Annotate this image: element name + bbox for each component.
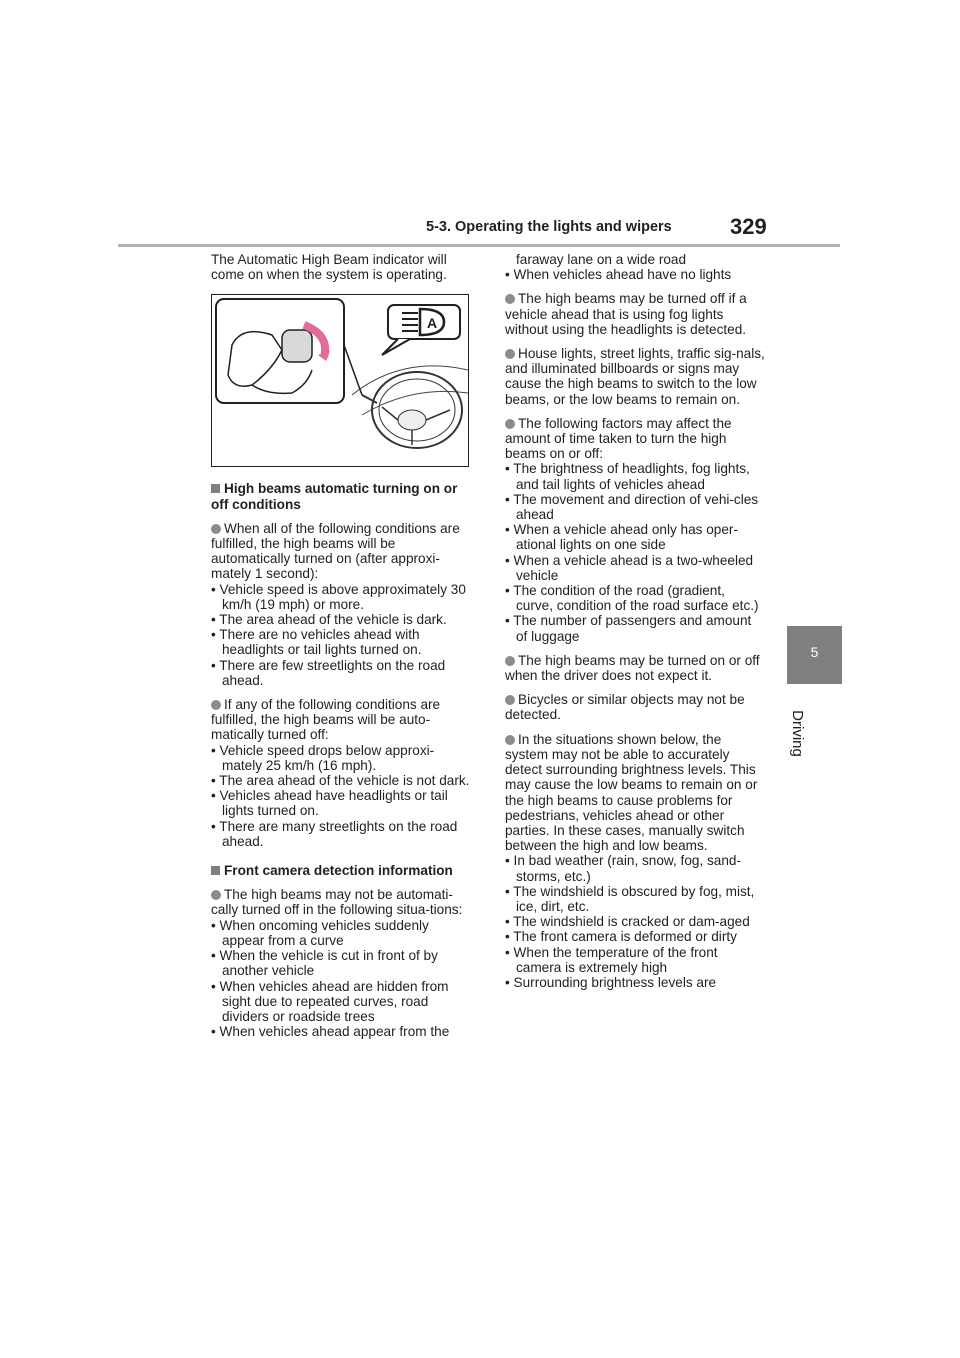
- list-item: • When a vehicle ahead only has oper-ational lights on one side: [505, 522, 738, 553]
- list-item: • Vehicles ahead have headlights or tail lights turned on.: [211, 788, 448, 819]
- subheading-auto-conditions: High beams automatic turning on or off conditions: [211, 481, 458, 512]
- chapter-tab[interactable]: [787, 626, 842, 684]
- square-bullet-icon: [211, 484, 220, 493]
- intro-paragraph: The Automatic High Beam indicator will come on when the system is operating.: [211, 252, 447, 283]
- list-item: • When oncoming vehicles suddenly appear from a curve: [211, 917, 429, 948]
- list-item: • There are many streetlights on the road ahead.: [211, 818, 458, 849]
- indicator-letter: A: [427, 315, 438, 332]
- list-item: • The windshield is obscured by fog, mist, ice, dirt, etc.: [505, 883, 755, 914]
- continued-text: faraway lane on a wide road: [516, 252, 687, 267]
- circle-bullet-icon: [505, 656, 515, 666]
- circle-bullet-icon: [211, 700, 221, 710]
- bullet-not-turned-off: The high beams may not be automati-cally turned off in the following situa-tions: • When oncoming vehicles suddenly appear from a curve • When the vehicle is cut in front of by another vehicle • When vehicles ahead are hidden from sight due to repeated curves, road dividers or roadside trees • When vehicles ahead appear from the: [211, 887, 471, 1039]
- list-item: • Vehicle speed drops below approxi-mately 25 km/h (16 mph).: [211, 742, 435, 773]
- circle-bullet-icon: [505, 349, 515, 359]
- list-item: • The number of passengers and amount of luggage: [505, 613, 752, 644]
- circle-bullet-icon: [505, 695, 515, 705]
- list-item: • In bad weather (rain, snow, fog, sand-storms, etc.): [505, 853, 741, 884]
- page-number: 329: [730, 214, 767, 239]
- list-item: • The movement and direction of vehi-cles ahead: [505, 491, 759, 523]
- list-item: • When vehicles ahead appear from the: [211, 1024, 450, 1040]
- list-item: • When a vehicle ahead is a two-wheeled vehicle: [505, 552, 754, 583]
- chapter-label: Driving: [788, 710, 806, 757]
- circle-bullet-icon: [211, 524, 221, 534]
- illustration-svg: [212, 295, 468, 466]
- bullet-unexpected: The high beams may be turned on or off when the driver does not expect it.: [505, 652, 760, 684]
- subheading-camera: Front camera detection information: [211, 863, 471, 878]
- bullet-turn-off: If any of the following conditions are fulfilled, the high beams will be auto-matically turned off: • Vehicle speed drops below approxi-mately 25 km/h (16 mph). • The area ahead of the vehicle is not dark. • Vehicles ahead have headlights or tail lights turned on. • There are many streetlights on the road ahead.: [211, 697, 470, 849]
- list-item: • The area ahead of the vehicle is not dark.: [211, 773, 470, 789]
- list-item: • Surrounding brightness levels are: [505, 974, 717, 990]
- right-column: [505, 252, 765, 990]
- circle-bullet-icon: [505, 735, 515, 745]
- list-item: • The condition of the road (gradient, curve, condition of the road surface etc.): [505, 583, 759, 614]
- list-item: • The front camera is deformed or dirty: [505, 929, 737, 945]
- list-item: • When the vehicle is cut in front of by another vehicle: [211, 948, 438, 979]
- list-item: • When the temperature of the front camera is extremely high: [505, 944, 718, 975]
- bullet-situations: In the situations shown below, the system may not be able to accurately detect surrounding brightness levels. This may cause the low beams to remain on or the high beams to cause problems for pedestrians, vehicles ahead or other parties. In these cases, manually switch between the high and low beams. • In bad weather (rain, snow, fog, sand-storms, etc.) • The windshield is obscured by fog, mist, ice, dirt, etc. • The windshield is cracked or dam-aged • The front camera is deformed or dirty • When the temperature of the front camera is extremely high • Surrounding brightness levels are: [505, 732, 765, 990]
- header-divider: [118, 244, 840, 247]
- circle-bullet-icon: [211, 890, 221, 900]
- circle-bullet-icon: [505, 419, 515, 429]
- bullet-fog-lights: The high beams may be turned off if a vehicle ahead that is using fog lights without using the headlights is detected.: [505, 291, 747, 337]
- circle-bullet-icon: [505, 294, 515, 304]
- bullet-house-lights: House lights, street lights, traffic sig-nals, and illuminated billboards or signs may cause the high beams to switch to the low beams, or the low beams to remain on.: [505, 346, 765, 407]
- bullet-bicycles: Bicycles or similar objects may not be detected.: [505, 692, 745, 723]
- bullet-factors: The following factors may affect the amount of time taken to turn the high beams on or off: • The brightness of headlights, fog lights, and tail lights of vehicles ahead • The movement and direction of vehi-cles ahead • When a vehicle ahead only has oper-ational lights on one side • When a vehicle ahead is a two-wheeled vehicle • The condition of the road (gradient, curve, condition of the road surface etc.) • The number of passengers and amount of luggage: [505, 416, 765, 644]
- list-item: • There are no vehicles ahead with headlights or tail lights turned on.: [211, 627, 422, 658]
- list-item: • The windshield is cracked or dam-aged: [505, 914, 750, 930]
- list-item: • Vehicle speed is above approximately 30 km/h (19 mph) or more.: [211, 581, 466, 612]
- list-item: • There are few streetlights on the road ahead.: [211, 657, 446, 688]
- chapter-number: 5: [810, 644, 819, 660]
- square-bullet-icon: [211, 866, 220, 875]
- bullet-turn-on: When all of the following conditions are fulfilled, the high beams will be automatically turned on (after approxi-mately 1 second): • Vehicle speed is above approximately 30 km/h (19 mph) or more. • The area ahead of the vehicle is dark. • There are no vehicles ahead with headlights or tail lights turned on. • There are few streetlights on the road ahead.: [211, 521, 471, 688]
- section-title: 5-3. Operating the lights and wipers: [426, 219, 672, 235]
- list-item: • When vehicles ahead have no lights: [505, 267, 732, 283]
- left-column: [211, 252, 471, 1039]
- headlight-switch-illustration: [211, 294, 469, 467]
- list-item: • The area ahead of the vehicle is dark.: [211, 612, 447, 628]
- list-item: • When vehicles ahead are hidden from sight due to repeated curves, road dividers or roadside trees: [211, 978, 449, 1024]
- list-item: • The brightness of headlights, fog lights, and tail lights of vehicles ahead: [505, 461, 750, 492]
- page-header: [0, 0, 960, 250]
